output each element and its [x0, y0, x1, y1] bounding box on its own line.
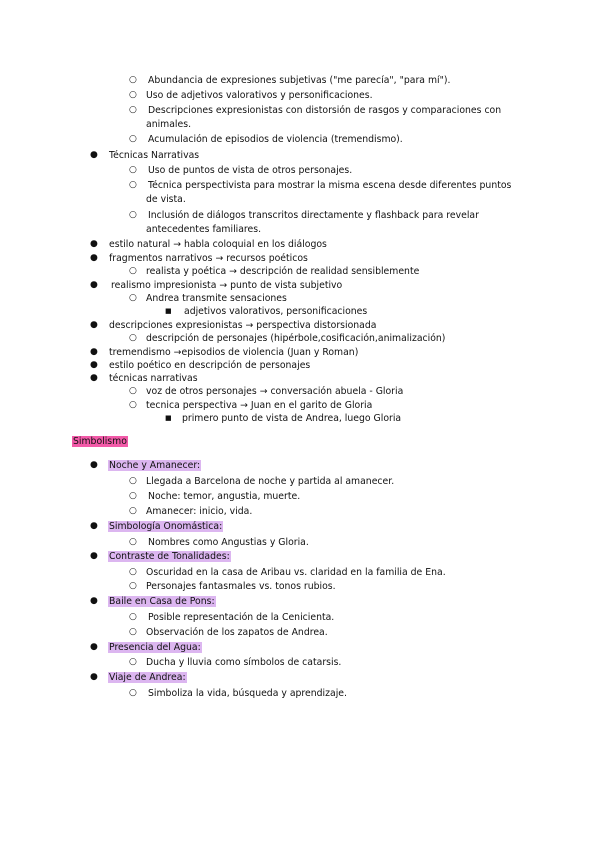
filled-bullet-icon: ●: [90, 373, 98, 383]
note-heading: técnicas narrativas: [109, 373, 198, 384]
note-line: Andrea transmite sensaciones: [146, 293, 287, 304]
hollow-bullet-icon: ○: [129, 105, 137, 115]
note-line: Amanecer: inicio, vida.: [146, 506, 253, 517]
note-heading: estilo poético en descripción de personajes: [109, 360, 311, 371]
note-subline: primero punto de vista de Andrea, luego Gloria: [182, 413, 402, 424]
note-line: tecnica perspectiva → Juan en el garito de Gloria: [146, 400, 373, 411]
note-line: Simboliza la vida, búsqueda y aprendizaje.: [148, 688, 347, 699]
hollow-bullet-icon: ○: [129, 90, 137, 100]
note-line: Observación de los zapatos de Andrea.: [146, 627, 328, 638]
note-heading: Técnicas Narrativas: [109, 150, 200, 161]
hollow-bullet-icon: ○: [129, 386, 137, 396]
note-line: Ducha y lluvia como símbolos de catarsis.: [146, 657, 342, 668]
note-heading: realismo impresionista → punto de vista subjetivo: [111, 280, 343, 291]
hollow-bullet-icon: ○: [129, 476, 137, 486]
symbol-heading: [108, 458, 201, 473]
symbol-heading: [108, 670, 187, 685]
filled-bullet-icon: ●: [90, 280, 98, 290]
filled-bullet-icon: ●: [90, 347, 98, 357]
note-heading: fragmentos narrativos → recursos poéticos: [109, 253, 308, 264]
note-line-continuation: antecedentes familiares.: [146, 224, 262, 235]
symbol-heading: [108, 594, 216, 609]
filled-bullet-icon: ●: [90, 320, 98, 330]
hollow-bullet-icon: ○: [129, 180, 137, 190]
section-heading-simbolismo: [72, 434, 128, 449]
hollow-bullet-icon: ○: [129, 581, 137, 591]
symbol-heading: [108, 549, 231, 564]
note-line: Nombres como Angustias y Gloria.: [148, 537, 309, 548]
symbol-heading-text: Viaje de Andrea:: [109, 672, 186, 683]
hollow-bullet-icon: ○: [129, 491, 137, 501]
note-line: Posible representación de la Cenicienta.: [148, 612, 335, 623]
note-line: Acumulación de episodios de violencia (tremendismo).: [148, 134, 403, 145]
note-line: Inclusión de diálogos transcritos directamente y flashback para revelar: [148, 210, 479, 221]
note-subline: adjetivos valorativos, personificaciones: [184, 306, 368, 317]
note-line: Técnica perspectivista para mostrar la misma escena desde diferentes puntos: [148, 180, 512, 191]
note-line: Oscuridad en la casa de Aribau vs. claridad en la familia de Ena.: [146, 567, 446, 578]
hollow-bullet-icon: ○: [129, 612, 137, 622]
filled-bullet-icon: ●: [90, 460, 98, 470]
note-heading: tremendismo →episodios de violencia (Juan y Roman): [109, 347, 359, 358]
note-heading: descripciones expresionistas → perspectiva distorsionada: [109, 320, 377, 331]
hollow-bullet-icon: ○: [129, 266, 137, 276]
hollow-bullet-icon: ○: [129, 75, 137, 85]
hollow-bullet-icon: ○: [129, 210, 137, 220]
note-line: Abundancia de expresiones subjetivas ("me parecía", "para mí").: [148, 75, 451, 86]
hollow-bullet-icon: ○: [129, 657, 137, 667]
note-line: voz de otros personajes → conversación abuela - Gloria: [146, 386, 404, 397]
filled-bullet-icon: ●: [90, 360, 98, 370]
filled-bullet-icon: ●: [90, 150, 98, 160]
note-line: realista y poética → descripción de realidad sensiblemente: [146, 266, 420, 277]
square-bullet-icon: ■: [165, 307, 172, 315]
hollow-bullet-icon: ○: [129, 537, 137, 547]
note-line: Personajes fantasmales vs. tonos rubios.: [146, 581, 336, 592]
note-line: Noche: temor, angustia, muerte.: [148, 491, 301, 502]
square-bullet-icon: ■: [165, 414, 172, 422]
hollow-bullet-icon: ○: [129, 506, 137, 516]
hollow-bullet-icon: ○: [129, 567, 137, 577]
note-line: Uso de puntos de vista de otros personajes.: [148, 165, 353, 176]
note-line: Uso de adjetivos valorativos y personificaciones.: [146, 90, 373, 101]
filled-bullet-icon: ●: [90, 521, 98, 531]
symbol-heading-text: Contraste de Tonalidades:: [109, 551, 230, 562]
symbol-heading: [108, 519, 223, 534]
hollow-bullet-icon: ○: [129, 400, 137, 410]
note-line: Llegada a Barcelona de noche y partida al amanecer.: [146, 476, 395, 487]
note-line: Descripciones expresionistas con distorsión de rasgos y comparaciones con: [148, 105, 502, 116]
hollow-bullet-icon: ○: [129, 134, 137, 144]
hollow-bullet-icon: ○: [129, 333, 137, 343]
filled-bullet-icon: ●: [90, 239, 98, 249]
filled-bullet-icon: ●: [90, 253, 98, 263]
hollow-bullet-icon: ○: [129, 165, 137, 175]
filled-bullet-icon: ●: [90, 642, 98, 652]
symbol-heading: [108, 640, 202, 655]
hollow-bullet-icon: ○: [129, 688, 137, 698]
filled-bullet-icon: ●: [90, 672, 98, 682]
symbol-heading-text: Presencia del Agua:: [109, 642, 201, 653]
hollow-bullet-icon: ○: [129, 627, 137, 637]
note-line-continuation: de vista.: [146, 194, 186, 205]
note-heading: estilo natural → habla coloquial en los diálogos: [109, 239, 327, 250]
filled-bullet-icon: ●: [90, 551, 98, 561]
symbol-heading-text: Baile en Casa de Pons:: [109, 596, 215, 607]
filled-bullet-icon: ●: [90, 596, 98, 606]
note-line: descripción de personajes (hipérbole,cosificación,animalización): [146, 333, 446, 344]
symbol-heading-text: Noche y Amanecer:: [109, 460, 201, 471]
section-heading-text: Simbolismo: [73, 436, 127, 447]
symbol-heading-text: Simbología Onomástica:: [109, 521, 223, 532]
note-line-continuation: animales.: [146, 119, 192, 130]
hollow-bullet-icon: ○: [129, 293, 137, 303]
